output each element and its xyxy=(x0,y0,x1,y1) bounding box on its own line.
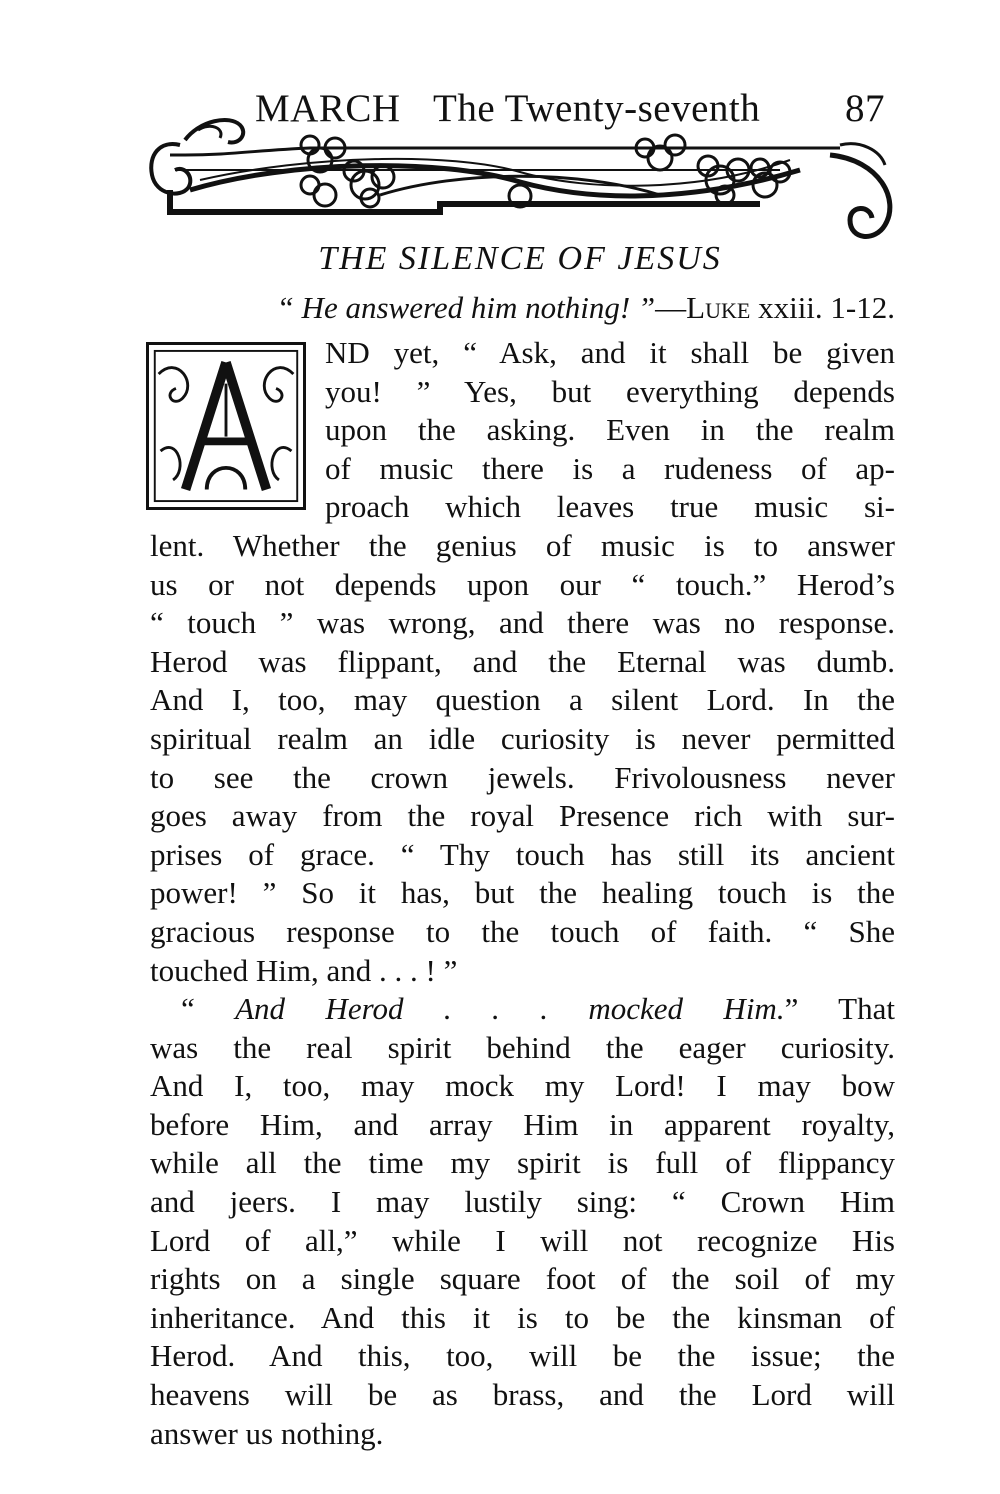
text-line: Herod. And this, too, will be the issue; the xyxy=(150,1338,895,1374)
epigraph-dash: — xyxy=(655,290,687,325)
text-line: “ touch ” was wrong, and there was no response. xyxy=(150,605,895,641)
text-line: gracious response to the touch of faith. “ She xyxy=(150,913,895,949)
text-line: before Him, and array Him in apparent royalty, xyxy=(150,1106,895,1142)
epigraph-reference: xxiii. 1-12. xyxy=(750,290,895,325)
text-line: inheritance. And this it is to be the kinsman of xyxy=(150,1299,895,1335)
text-line: proach which leaves true music si- xyxy=(325,489,895,525)
paragraph-2 xyxy=(150,990,895,1453)
text-line: Lord of all,” while I will not recognize His xyxy=(150,1222,895,1258)
epigraph xyxy=(150,290,895,326)
article-title: THE SILENCE OF JESUS xyxy=(318,240,722,277)
text-line: while all the time my spirit is full of flippancy xyxy=(150,1145,895,1181)
text-line: answer us nothing. xyxy=(150,1415,384,1451)
page-number: 87 xyxy=(845,87,885,130)
dropcap-letter: A xyxy=(219,473,233,495)
text-line: ND yet, “ Ask, and it shall be given xyxy=(325,335,895,370)
text-line xyxy=(150,990,895,1029)
text-line: Herod was flippant, and the Eternal was dumb. xyxy=(150,643,895,679)
text-line: was the real spirit behind the eager curiosity. xyxy=(150,1029,895,1065)
text-line: upon the asking. Even in the realm xyxy=(325,412,895,448)
text-line: you! ” Yes, but everything depends xyxy=(325,373,895,409)
text-line: prises of grace. “ Thy touch has still its ancient xyxy=(150,836,895,872)
text-line: And I, too, may mock my Lord! I may bow xyxy=(150,1068,895,1104)
text-line: heavens will be as brass, and the Lord will xyxy=(150,1377,895,1413)
text-line: power! ” So it has, but the healing touch is the xyxy=(150,875,895,911)
text-line: us or not depends upon our “ touch.” Herod’s xyxy=(150,566,895,602)
text-line: goes away from the royal Presence rich with sur- xyxy=(150,798,895,834)
text-line: of music there is a rudeness of ap- xyxy=(325,450,895,486)
text-line: and jeers. I may lustily sing: “ Crown Him xyxy=(150,1184,895,1220)
text-line: lent. Whether the genius of music is to answer xyxy=(150,527,895,563)
paragraph-1 xyxy=(150,334,895,990)
text-line: rights on a single square foot of the soil of my xyxy=(150,1261,895,1297)
epigraph-quote: “ He answered him nothing! ” xyxy=(276,290,656,325)
epigraph-book: Luke xyxy=(686,290,751,325)
italic-quote: “ And Herod . . . mocked Him. xyxy=(178,991,785,1027)
text-span: ” That xyxy=(784,991,895,1027)
text-line: touched Him, and . . . ! ” xyxy=(150,952,458,988)
body-text xyxy=(150,334,895,1453)
text-line: spiritual realm an idle curiosity is never permitted xyxy=(150,720,895,756)
text-line: And I, too, may question a silent Lord. In the xyxy=(150,682,895,718)
header-date: The Twenty-seventh xyxy=(433,87,761,130)
text-line: to see the crown jewels. Frivolousness never xyxy=(150,759,895,795)
header-month: MARCH xyxy=(255,87,401,130)
